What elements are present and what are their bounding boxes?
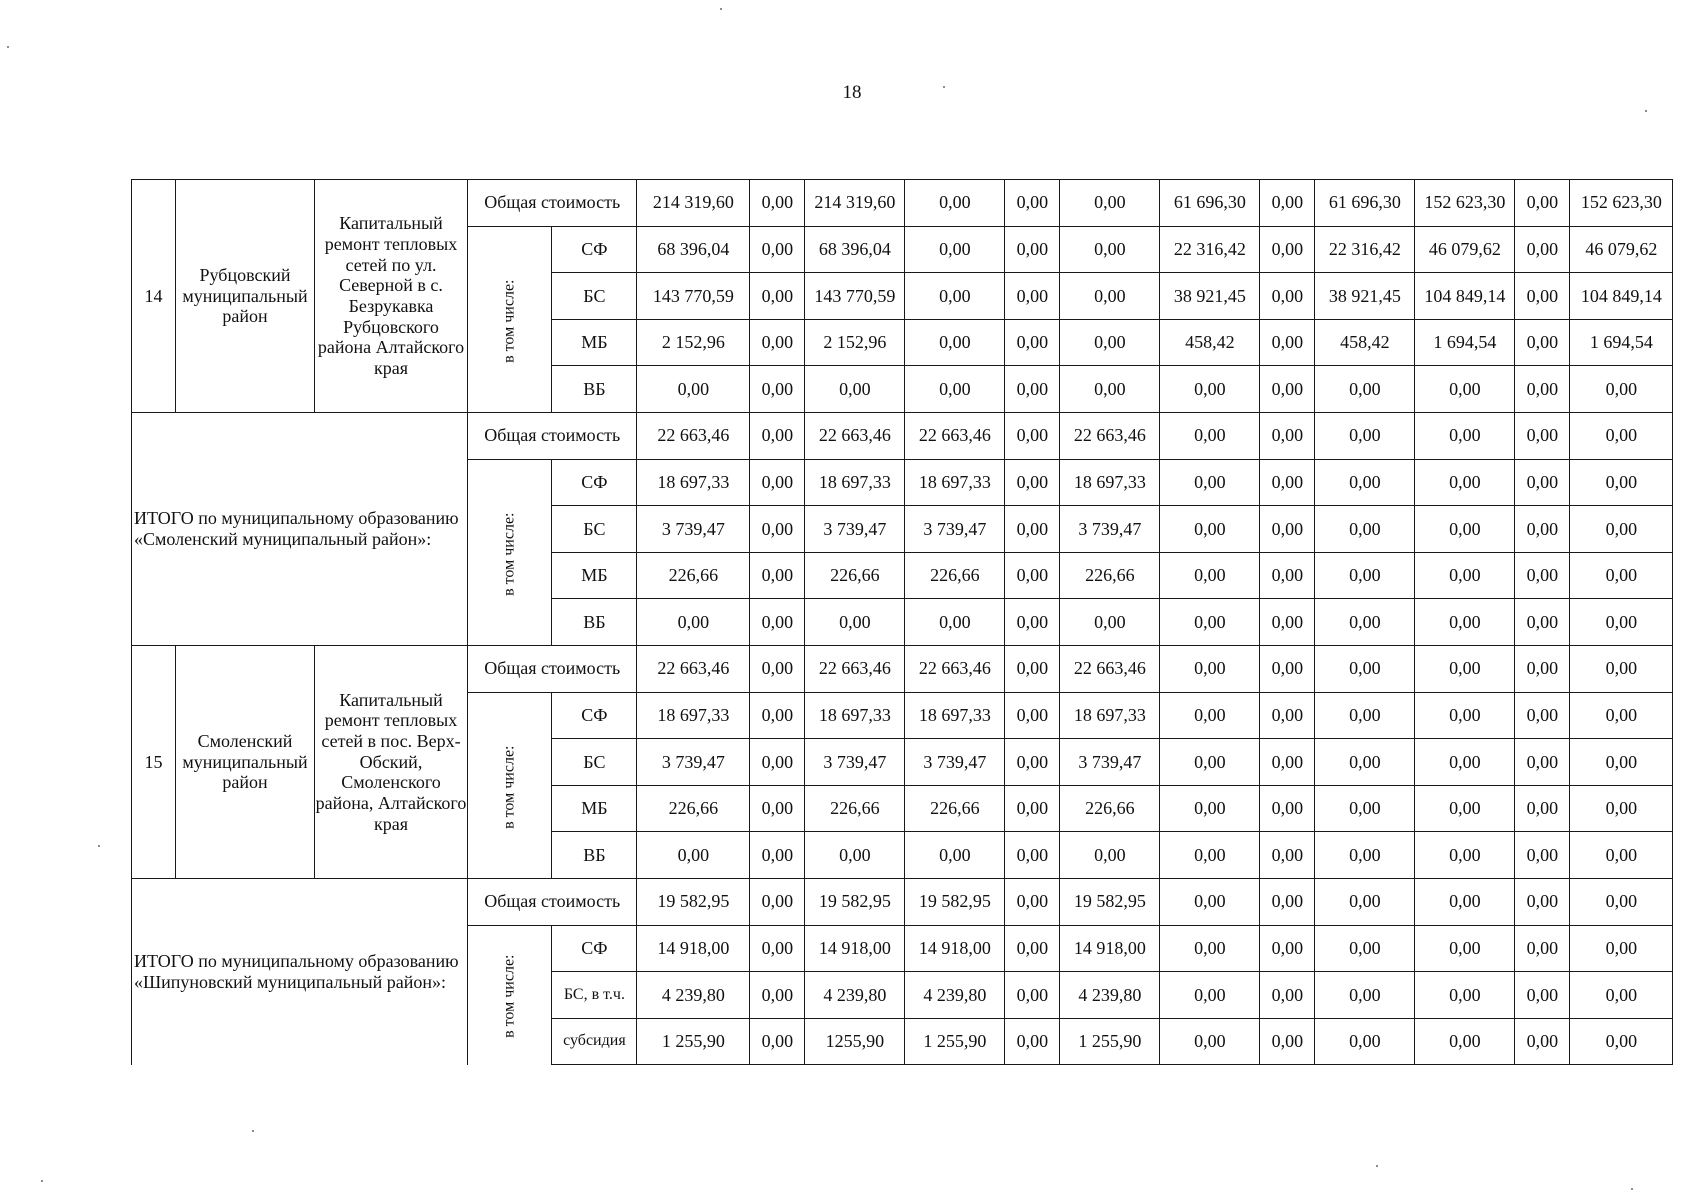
value-cell: 0,00 [750, 832, 805, 879]
value-cell: 0,00 [1160, 506, 1260, 553]
value-cell: 0,00 [1570, 552, 1673, 599]
item-number-cell: 14 [132, 180, 176, 413]
value-cell: 0,00 [905, 366, 1005, 413]
value-cell: 0,00 [1260, 226, 1315, 273]
row-label-cell: СФ [552, 459, 637, 506]
value-cell: 0,00 [1570, 506, 1673, 553]
value-cell: 61 696,30 [1160, 180, 1260, 227]
value-cell: 0,00 [1160, 599, 1260, 646]
value-cell: 0,00 [1005, 599, 1060, 646]
value-cell: 1 255,90 [1060, 1018, 1160, 1065]
object-name-cell: Капитальный ремонт тепловых сетей по ул. Северной в с. Безрукавка Рубцовского района Алтайского края [315, 180, 468, 413]
value-cell: 0,00 [1005, 1018, 1060, 1065]
value-cell: 0,00 [1415, 692, 1515, 739]
value-cell: 0,00 [1570, 1018, 1673, 1065]
value-cell: 0,00 [1160, 552, 1260, 599]
value-cell: 0,00 [1260, 319, 1315, 366]
value-cell: 0,00 [750, 1018, 805, 1065]
row-label-cell: МБ [552, 785, 637, 832]
value-cell: 0,00 [1260, 925, 1315, 972]
including-label-cell [468, 925, 552, 1065]
value-cell: 0,00 [1515, 692, 1570, 739]
value-cell: 0,00 [905, 599, 1005, 646]
value-cell: 0,00 [1415, 739, 1515, 786]
row-label-cell: СФ [552, 226, 637, 273]
value-cell: 68 396,04 [637, 226, 750, 273]
value-cell: 0,00 [1315, 366, 1415, 413]
value-cell: 0,00 [1005, 552, 1060, 599]
value-cell: 3 739,47 [1060, 506, 1160, 553]
value-cell: 0,00 [1160, 878, 1260, 925]
value-cell: 14 918,00 [905, 925, 1005, 972]
value-cell: 3 739,47 [1060, 739, 1160, 786]
including-label: в том числе: [500, 745, 518, 829]
value-cell: 0,00 [1060, 319, 1160, 366]
value-cell: 0,00 [1515, 366, 1570, 413]
value-cell: 3 739,47 [905, 506, 1005, 553]
value-cell: 0,00 [1260, 366, 1315, 413]
value-cell: 0,00 [1005, 459, 1060, 506]
value-cell: 0,00 [1260, 506, 1315, 553]
value-cell: 22 663,46 [637, 412, 750, 459]
value-cell: 61 696,30 [1315, 180, 1415, 227]
value-cell: 0,00 [805, 832, 905, 879]
including-label: в том числе: [500, 512, 518, 596]
value-cell: 226,66 [637, 552, 750, 599]
value-cell: 0,00 [1260, 412, 1315, 459]
scan-speck [41, 1180, 43, 1182]
value-cell: 0,00 [1160, 739, 1260, 786]
value-cell: 0,00 [905, 832, 1005, 879]
value-cell: 214 319,60 [805, 180, 905, 227]
value-cell: 458,42 [1315, 319, 1415, 366]
value-cell: 1 255,90 [637, 1018, 750, 1065]
value-cell: 0,00 [1260, 972, 1315, 1019]
row-label-cell: субсидия [552, 1018, 637, 1065]
row-label-cell: Общая стоимость [468, 645, 637, 692]
value-cell: 14 918,00 [637, 925, 750, 972]
row-label-cell: МБ [552, 319, 637, 366]
value-cell: 0,00 [1515, 273, 1570, 320]
value-cell: 0,00 [750, 552, 805, 599]
value-cell: 0,00 [1515, 878, 1570, 925]
value-cell: 0,00 [1060, 366, 1160, 413]
value-cell: 3 739,47 [905, 739, 1005, 786]
value-cell: 0,00 [1005, 506, 1060, 553]
value-cell: 0,00 [1160, 459, 1260, 506]
value-cell: 46 079,62 [1415, 226, 1515, 273]
value-cell: 0,00 [750, 412, 805, 459]
value-cell: 0,00 [1005, 645, 1060, 692]
value-cell: 18 697,33 [905, 459, 1005, 506]
value-cell: 22 663,46 [805, 645, 905, 692]
including-label: в том числе: [500, 279, 518, 363]
including-label-cell [468, 226, 552, 412]
value-cell: 0,00 [1515, 180, 1570, 227]
value-cell: 2 152,96 [637, 319, 750, 366]
value-cell: 0,00 [1160, 925, 1260, 972]
value-cell: 18 697,33 [805, 692, 905, 739]
value-cell: 0,00 [1570, 972, 1673, 1019]
value-cell: 0,00 [750, 506, 805, 553]
scan-speck [252, 1130, 254, 1132]
value-cell: 458,42 [1160, 319, 1260, 366]
value-cell: 0,00 [750, 739, 805, 786]
value-cell: 1 255,90 [905, 1018, 1005, 1065]
value-cell: 0,00 [1570, 785, 1673, 832]
value-cell: 0,00 [1415, 599, 1515, 646]
value-cell: 0,00 [1570, 925, 1673, 972]
value-cell: 14 918,00 [1060, 925, 1160, 972]
value-cell: 0,00 [1005, 972, 1060, 1019]
value-cell: 22 663,46 [805, 412, 905, 459]
value-cell: 18 697,33 [805, 459, 905, 506]
value-cell: 0,00 [1315, 739, 1415, 786]
value-cell: 0,00 [1570, 645, 1673, 692]
row-label-cell: СФ [552, 692, 637, 739]
total-label-cell: ИТОГО по муниципальному образованию «Шипуновский муниципальный район»: [132, 878, 468, 1064]
value-cell: 0,00 [1260, 739, 1315, 786]
value-cell: 0,00 [1060, 226, 1160, 273]
value-cell: 0,00 [1515, 459, 1570, 506]
value-cell: 0,00 [1260, 552, 1315, 599]
row-label-cell: СФ [552, 925, 637, 972]
value-cell: 0,00 [750, 878, 805, 925]
value-cell: 0,00 [750, 273, 805, 320]
value-cell: 18 697,33 [637, 459, 750, 506]
value-cell: 0,00 [905, 180, 1005, 227]
value-cell: 0,00 [905, 273, 1005, 320]
value-cell: 18 697,33 [637, 692, 750, 739]
value-cell: 0,00 [750, 645, 805, 692]
row-label-cell: Общая стоимость [468, 878, 637, 925]
value-cell: 0,00 [1515, 832, 1570, 879]
page-number: 18 [842, 82, 862, 103]
value-cell: 68 396,04 [805, 226, 905, 273]
value-cell: 0,00 [1005, 692, 1060, 739]
value-cell: 0,00 [1060, 273, 1160, 320]
value-cell: 0,00 [1005, 319, 1060, 366]
value-cell: 22 663,46 [637, 645, 750, 692]
value-cell: 0,00 [1260, 878, 1315, 925]
value-cell: 0,00 [1315, 925, 1415, 972]
value-cell: 18 697,33 [1060, 692, 1160, 739]
value-cell: 0,00 [750, 180, 805, 227]
value-cell: 0,00 [905, 319, 1005, 366]
value-cell: 0,00 [750, 972, 805, 1019]
value-cell: 19 582,95 [1060, 878, 1160, 925]
value-cell: 0,00 [1515, 645, 1570, 692]
value-cell: 38 921,45 [1315, 273, 1415, 320]
value-cell: 0,00 [637, 832, 750, 879]
value-cell: 0,00 [1260, 273, 1315, 320]
table-row [132, 412, 1673, 459]
value-cell: 0,00 [1570, 878, 1673, 925]
total-label-cell: ИТОГО по муниципальному образованию «Смоленский муниципальный район»: [132, 412, 468, 645]
value-cell: 0,00 [1415, 506, 1515, 553]
value-cell: 22 316,42 [1160, 226, 1260, 273]
value-cell: 0,00 [1060, 180, 1160, 227]
value-cell: 0,00 [1415, 878, 1515, 925]
value-cell: 0,00 [1415, 1018, 1515, 1065]
value-cell: 0,00 [1160, 692, 1260, 739]
value-cell: 3 739,47 [805, 506, 905, 553]
value-cell: 0,00 [1315, 878, 1415, 925]
value-cell: 0,00 [1005, 739, 1060, 786]
value-cell: 22 663,46 [1060, 645, 1160, 692]
value-cell: 0,00 [1160, 645, 1260, 692]
value-cell: 0,00 [805, 599, 905, 646]
value-cell: 0,00 [1515, 552, 1570, 599]
value-cell: 0,00 [1160, 785, 1260, 832]
value-cell: 0,00 [1315, 599, 1415, 646]
value-cell: 1255,90 [805, 1018, 905, 1065]
value-cell: 226,66 [1060, 552, 1160, 599]
value-cell: 214 319,60 [637, 180, 750, 227]
value-cell: 0,00 [1570, 459, 1673, 506]
value-cell: 22 663,46 [905, 412, 1005, 459]
value-cell: 3 739,47 [637, 506, 750, 553]
value-cell: 0,00 [1315, 785, 1415, 832]
value-cell: 226,66 [1060, 785, 1160, 832]
value-cell: 0,00 [805, 366, 905, 413]
value-cell: 0,00 [1515, 599, 1570, 646]
scan-speck [98, 845, 100, 847]
value-cell: 0,00 [750, 459, 805, 506]
value-cell: 0,00 [1570, 692, 1673, 739]
item-number-cell: 15 [132, 645, 176, 878]
value-cell: 0,00 [1260, 645, 1315, 692]
value-cell: 0,00 [1060, 832, 1160, 879]
municipality-cell: Рубцовский муниципальный район [176, 180, 315, 413]
value-cell: 0,00 [1315, 1018, 1415, 1065]
value-cell: 19 582,95 [805, 878, 905, 925]
value-cell: 0,00 [1005, 412, 1060, 459]
value-cell: 0,00 [1315, 506, 1415, 553]
value-cell: 226,66 [905, 785, 1005, 832]
value-cell: 22 663,46 [1060, 412, 1160, 459]
value-cell: 0,00 [1160, 366, 1260, 413]
value-cell: 104 849,14 [1570, 273, 1673, 320]
row-label-cell: Общая стоимость [468, 412, 637, 459]
value-cell: 0,00 [1260, 180, 1315, 227]
value-cell: 0,00 [1515, 785, 1570, 832]
value-cell: 0,00 [1260, 599, 1315, 646]
including-label-cell [468, 459, 552, 645]
value-cell: 0,00 [1315, 459, 1415, 506]
scan-speck [943, 86, 945, 88]
including-label-cell [468, 692, 552, 878]
value-cell: 152 623,30 [1415, 180, 1515, 227]
value-cell: 0,00 [637, 366, 750, 413]
scan-speck [1631, 1188, 1633, 1190]
value-cell: 226,66 [637, 785, 750, 832]
municipality-cell: Смоленский муниципальный район [176, 645, 315, 878]
row-label-cell: БС [552, 506, 637, 553]
scan-speck [1645, 110, 1647, 112]
value-cell: 0,00 [1005, 832, 1060, 879]
value-cell: 14 918,00 [805, 925, 905, 972]
object-name-cell: Капитальный ремонт тепловых сетей в пос. Верх-Обский, Смоленского района, Алтайского края [315, 645, 468, 878]
value-cell: 0,00 [1415, 785, 1515, 832]
value-cell: 143 770,59 [805, 273, 905, 320]
value-cell: 0,00 [1315, 412, 1415, 459]
value-cell: 0,00 [1415, 366, 1515, 413]
row-label-cell: ВБ [552, 832, 637, 879]
value-cell: 0,00 [1060, 599, 1160, 646]
value-cell: 0,00 [1005, 785, 1060, 832]
value-cell: 0,00 [1160, 1018, 1260, 1065]
value-cell: 0,00 [1570, 412, 1673, 459]
including-label: в том числе: [500, 954, 518, 1039]
value-cell: 0,00 [1260, 1018, 1315, 1065]
value-cell: 22 316,42 [1315, 226, 1415, 273]
table-row [132, 878, 1673, 925]
value-cell: 38 921,45 [1160, 273, 1260, 320]
value-cell: 226,66 [805, 785, 905, 832]
value-cell: 0,00 [905, 226, 1005, 273]
value-cell: 0,00 [1315, 552, 1415, 599]
value-cell: 0,00 [1415, 832, 1515, 879]
value-cell: 18 697,33 [905, 692, 1005, 739]
value-cell: 4 239,80 [905, 972, 1005, 1019]
value-cell: 0,00 [1415, 412, 1515, 459]
value-cell: 22 663,46 [905, 645, 1005, 692]
value-cell: 104 849,14 [1415, 273, 1515, 320]
budget-table [131, 179, 1673, 1065]
value-cell: 152 623,30 [1570, 180, 1673, 227]
value-cell: 0,00 [1515, 739, 1570, 786]
value-cell: 0,00 [1005, 226, 1060, 273]
value-cell: 0,00 [1315, 692, 1415, 739]
value-cell: 0,00 [1160, 832, 1260, 879]
scan-speck [7, 46, 9, 48]
value-cell: 3 739,47 [637, 739, 750, 786]
value-cell: 0,00 [1570, 739, 1673, 786]
value-cell: 0,00 [750, 785, 805, 832]
scan-speck [1376, 1165, 1378, 1167]
value-cell: 0,00 [1515, 226, 1570, 273]
value-cell: 0,00 [1570, 599, 1673, 646]
value-cell: 46 079,62 [1570, 226, 1673, 273]
value-cell: 0,00 [1515, 1018, 1570, 1065]
value-cell: 0,00 [750, 226, 805, 273]
row-label-cell: ВБ [552, 366, 637, 413]
value-cell: 0,00 [1260, 832, 1315, 879]
value-cell: 0,00 [1515, 319, 1570, 366]
value-cell: 0,00 [750, 925, 805, 972]
value-cell: 4 239,80 [1060, 972, 1160, 1019]
value-cell: 226,66 [905, 552, 1005, 599]
value-cell: 0,00 [1315, 645, 1415, 692]
value-cell: 0,00 [1315, 832, 1415, 879]
value-cell: 0,00 [1570, 832, 1673, 879]
value-cell: 1 694,54 [1415, 319, 1515, 366]
value-cell: 0,00 [1160, 412, 1260, 459]
value-cell: 2 152,96 [805, 319, 905, 366]
value-cell: 0,00 [1415, 645, 1515, 692]
value-cell: 226,66 [805, 552, 905, 599]
value-cell: 0,00 [1260, 692, 1315, 739]
value-cell: 4 239,80 [637, 972, 750, 1019]
value-cell: 0,00 [1515, 506, 1570, 553]
value-cell: 0,00 [1415, 972, 1515, 1019]
value-cell: 0,00 [1005, 180, 1060, 227]
value-cell: 19 582,95 [905, 878, 1005, 925]
scan-speck [720, 8, 722, 10]
value-cell: 0,00 [1415, 925, 1515, 972]
value-cell: 4 239,80 [805, 972, 905, 1019]
value-cell: 0,00 [637, 599, 750, 646]
value-cell: 0,00 [1415, 459, 1515, 506]
table-row [132, 645, 1673, 692]
row-label-cell: Общая стоимость [468, 180, 637, 227]
value-cell: 0,00 [750, 366, 805, 413]
value-cell: 0,00 [1005, 273, 1060, 320]
row-label-cell: МБ [552, 552, 637, 599]
value-cell: 0,00 [1160, 972, 1260, 1019]
row-label-cell: ВБ [552, 599, 637, 646]
table-row [132, 180, 1673, 227]
value-cell: 0,00 [1260, 459, 1315, 506]
value-cell: 0,00 [1570, 366, 1673, 413]
row-label-cell: БС [552, 739, 637, 786]
value-cell: 0,00 [750, 319, 805, 366]
value-cell: 0,00 [1260, 785, 1315, 832]
value-cell: 0,00 [1515, 925, 1570, 972]
value-cell: 0,00 [1515, 972, 1570, 1019]
value-cell: 0,00 [1315, 972, 1415, 1019]
row-label-cell: БС [552, 273, 637, 320]
value-cell: 0,00 [1005, 878, 1060, 925]
value-cell: 0,00 [750, 692, 805, 739]
value-cell: 0,00 [1415, 552, 1515, 599]
value-cell: 18 697,33 [1060, 459, 1160, 506]
value-cell: 0,00 [1515, 412, 1570, 459]
value-cell: 0,00 [1005, 925, 1060, 972]
value-cell: 0,00 [750, 599, 805, 646]
value-cell: 3 739,47 [805, 739, 905, 786]
row-label-cell: БС, в т.ч. [552, 972, 637, 1019]
value-cell: 19 582,95 [637, 878, 750, 925]
value-cell: 1 694,54 [1570, 319, 1673, 366]
value-cell: 0,00 [1005, 366, 1060, 413]
value-cell: 143 770,59 [637, 273, 750, 320]
